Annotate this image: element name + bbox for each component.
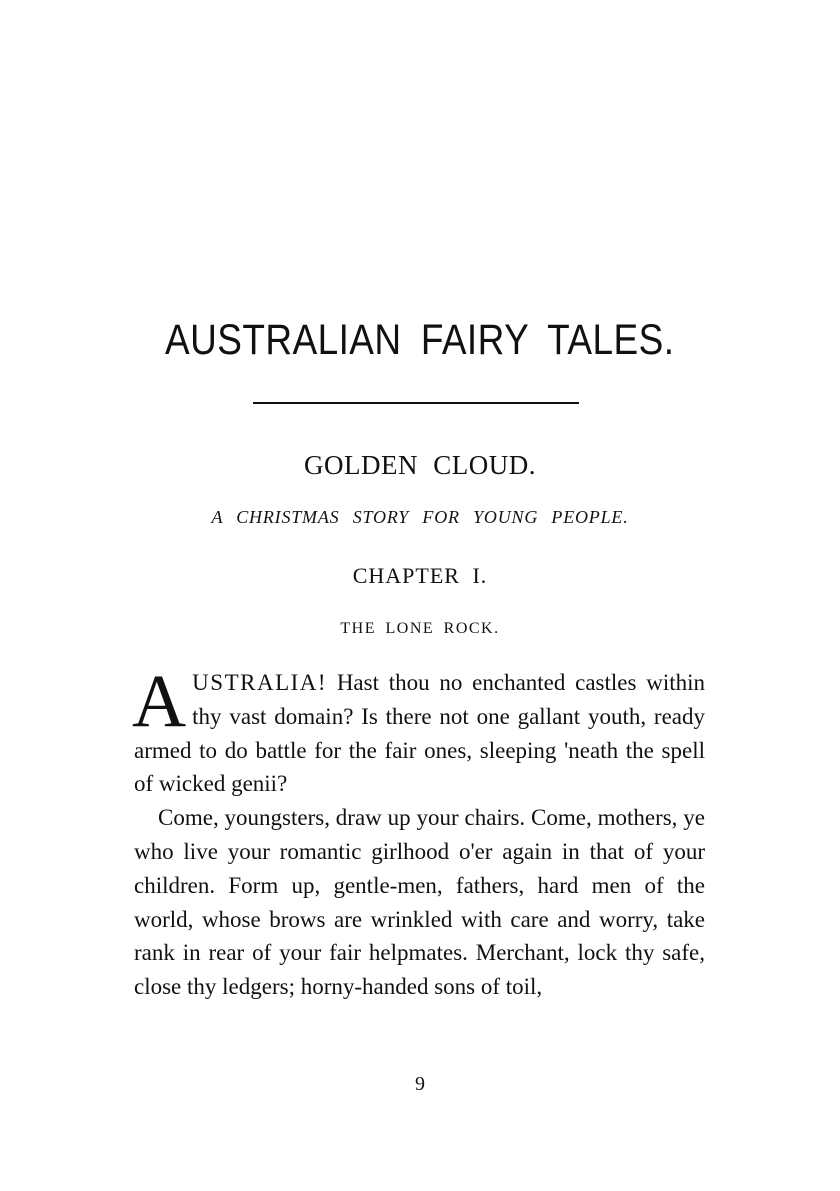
paragraph-2: Come, youngsters, draw up your chairs. Come, mothers, ye who live your romantic girlhood o'er again in that of your children. Form up, gentle-men, fathers, hard men of the world, whose brows are wrinkled with care and worry, take rank in rear of your fair helpmates. Merchant, lock thy safe, close thy ledgers; horny-handed sons of toil,: [134, 805, 705, 1000]
title-divider: [253, 402, 579, 404]
story-subtitle: A CHRISTMAS STORY FOR YOUNG PEOPLE.: [211, 507, 629, 527]
paragraph-1: [132, 660, 705, 801]
chapter-heading: CHAPTER I.: [352, 563, 488, 588]
book-title: AUSTRALIAN FAIRY TALES.: [165, 316, 675, 364]
drop-cap: A: [132, 660, 187, 743]
page-number: 9: [415, 1073, 425, 1095]
first-word: USTRALIA!: [192, 670, 328, 695]
chapter-title: THE LONE ROCK.: [340, 620, 500, 637]
paragraph-1-text: Hast thou no enchanted castles within thy vast domain? Is there not one gallant youth, ready armed to do battle for the fair ones, sleeping 'neath the spell of wicked genii?: [134, 670, 705, 797]
story-title: GOLDEN CLOUD.: [304, 450, 536, 480]
body-text: [132, 660, 705, 1004]
